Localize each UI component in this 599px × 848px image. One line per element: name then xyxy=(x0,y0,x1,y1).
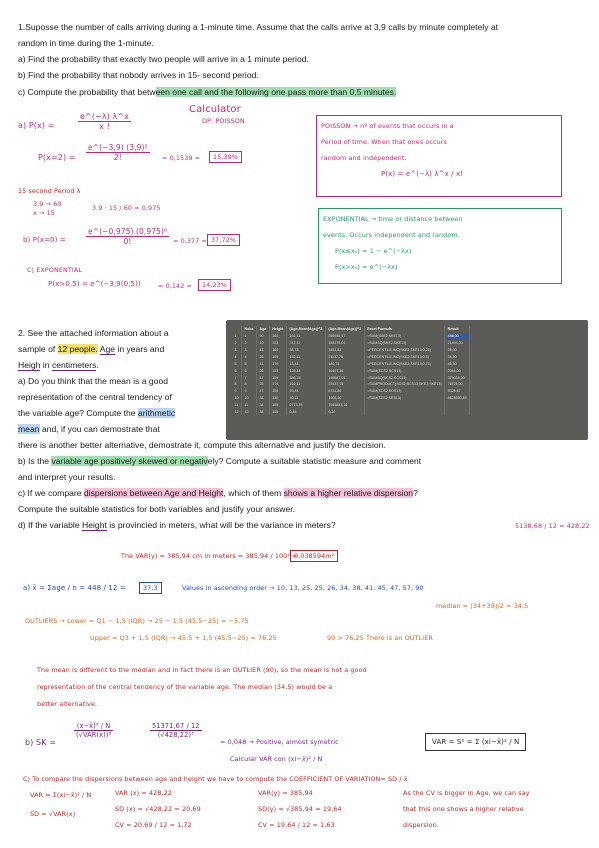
spreadsheet-cell: =PERCENTILE.INC(SKE2:SKE13;0,5) xyxy=(364,354,444,361)
spreadsheet-row xyxy=(232,388,470,395)
q2-line-11-b: , which of them xyxy=(223,488,284,498)
q2c-intro: C) To compare the dispersions between age and height we have to compute the COEFFICIENT OF VARIATION= SD / x̄ xyxy=(23,775,408,783)
spreadsheet-cell: 90 xyxy=(256,333,269,340)
spreadsheet-cell: 2044,00 xyxy=(445,367,470,374)
spreadsheet-cell: 23137,75 xyxy=(325,381,364,388)
spreadsheet-cell: 185 xyxy=(269,402,286,409)
q1b-proportion-1: 3,9 → 60 xyxy=(33,200,62,208)
q2a-outliers-upper: Upper = Q3 + 1,5 (IQR) → 45,5 + 1,5 (45,5−25) = 76,25 xyxy=(90,634,277,642)
q2c-sd-def: SD = √VAR(x) xyxy=(30,810,76,818)
spreadsheet-cell: 16497,36 xyxy=(325,367,364,374)
q2-line-7 xyxy=(18,424,160,434)
q1a-calc-lhs: P(x=2) = xyxy=(38,153,76,162)
spreadsheet-cell: 165 xyxy=(269,354,286,361)
spreadsheet-cell: =SUM(SDS2:SDS13) xyxy=(364,388,444,395)
spreadsheet-cell: 41 xyxy=(256,360,269,367)
q1a-calc-den: 2! xyxy=(113,153,122,162)
q1a-formula-den: x ! xyxy=(99,122,110,131)
q2d-result: 0,038594m² xyxy=(290,550,338,562)
spreadsheet-cell: 155 xyxy=(269,409,286,416)
q2-cm-word: centimeters xyxy=(51,360,97,370)
spreadsheet-cell: 153 xyxy=(269,367,286,374)
exponential-line-3: P(x≤x₀) = 1 − e^(−λx) xyxy=(335,247,412,255)
q2c-height-var: VAR(y) = 385,94 xyxy=(258,789,313,797)
q2b-sk-calc-den: (√428,22)³ xyxy=(157,731,194,739)
poisson-line-1: POISSON → nº of events that occurs in a xyxy=(321,122,454,130)
q2b-sk-num: (x−x̄)³ / N xyxy=(74,722,113,731)
spreadsheet-cell: 5328,67 xyxy=(445,388,470,395)
calculator-subtitle: DP: POISSON xyxy=(202,117,245,125)
q2c-var-def: VAR = Σ(xi−x̄)² / N xyxy=(30,791,92,799)
q1b-lhs: b) P(x=0) = xyxy=(23,236,66,244)
spreadsheet-cell: 152,11 xyxy=(286,354,325,361)
q2b-sk-formula xyxy=(74,722,113,739)
q2c-height-sd: SD(y) = √385,94 = 19,64 xyxy=(258,805,342,813)
spreadsheet-cell: 57 xyxy=(256,374,269,381)
q1b-num: e^(−0,975) (0,975)⁰ xyxy=(88,227,168,236)
q2-line-11 xyxy=(18,488,418,498)
spreadsheet-cell: 25 xyxy=(256,381,269,388)
q1b-period-label: 15 second Period λ xyxy=(18,187,81,195)
q2-skew-highlight: variable age positively skewed or negativ xyxy=(51,456,208,466)
spreadsheet-cell: 40,11 xyxy=(286,395,325,402)
q2-height-word: Heigh xyxy=(18,360,41,370)
q2b-var-note: Calcular VAR con (xi−x̄)² / N xyxy=(230,755,323,763)
q2a-outliers-lower: OUTLIERS → Lower = Q1 − 1,5 (IQR) → 25 − 1,5 (45,5−25) = −5,75 xyxy=(25,617,249,625)
q2c-age-cv: CV = 20,69 / 12 = 1,72 xyxy=(115,821,192,829)
q1a-result: 15,39% xyxy=(209,151,242,163)
q2-line-9-b: ely? Compute a suitable statistic measure and comment xyxy=(207,456,422,466)
q2-arithmetic-word: arithmetic xyxy=(137,408,176,418)
spreadsheet-cell: 38 xyxy=(256,395,269,402)
q2b-sk-calc-num: 51371,67 / 12 xyxy=(152,722,200,730)
spreadsheet-row xyxy=(232,402,470,409)
spreadsheet-cell: 8 xyxy=(232,381,242,388)
q1-part-c-highlight: een one call and the following one pass more than 0,5 minutes. xyxy=(155,87,397,97)
spreadsheet-cell: 160 xyxy=(269,333,286,340)
spreadsheet-cell: 6 xyxy=(232,367,242,374)
spreadsheet-cell: =SUMSQ(SCS2:SCS13) xyxy=(364,374,444,381)
q1a-label: a) P(x) = xyxy=(18,121,55,130)
spreadsheet-cell: 0,20 xyxy=(325,409,364,416)
spreadsheet-cell: 3 xyxy=(232,347,242,354)
spreadsheet-cell: 7 xyxy=(232,374,242,381)
q2-line-4: a) Do you think that the mean is a good xyxy=(18,376,169,386)
spreadsheet-cell: 58,78 xyxy=(286,347,325,354)
exponential-line-2: events. Occurs independent and random. xyxy=(323,231,460,239)
spreadsheet-cell: =PERCENTILE.INC(SKE2:SKE13;0,75) xyxy=(364,360,444,367)
spreadsheet-row xyxy=(232,340,470,347)
spreadsheet-cell: 45,50 xyxy=(445,360,470,367)
spreadsheet-cell: 26 xyxy=(256,367,269,374)
q2-sample-size: 12 people. xyxy=(57,344,98,354)
spreadsheet-cell: 130 xyxy=(269,395,286,402)
q2-line-6 xyxy=(18,408,175,418)
spreadsheet-cell: 10 xyxy=(232,395,242,402)
spreadsheet-cell: 13,44 xyxy=(286,360,325,367)
q1b-result: 37,72% xyxy=(207,234,240,246)
calculator-title: Calculator xyxy=(189,104,241,115)
spreadsheet-cell: 4 xyxy=(242,354,257,361)
exponential-definition-box xyxy=(318,208,562,284)
q1c-eq: = 0,142 = xyxy=(158,282,192,290)
q2b-sk-calc xyxy=(150,722,202,739)
spreadsheet-row xyxy=(232,333,470,340)
spreadsheet-cell: 379034,00 xyxy=(445,374,470,381)
poisson-line-3: random and independent. xyxy=(321,154,407,162)
q1c-result: 14,23% xyxy=(198,279,231,291)
spreadsheet-cell xyxy=(445,409,470,416)
spreadsheet-cell: 3454,81 xyxy=(325,347,364,354)
spreadsheet-cell: =PERCENTILE.INC(SKE2:SKE13;0,25) xyxy=(364,347,444,354)
q2-age-word: Age xyxy=(99,344,116,354)
col-header: (Age-Mean(Age))^3 xyxy=(286,326,325,333)
q1-part-c xyxy=(18,87,396,97)
spreadsheet-row xyxy=(232,360,470,367)
q2-height-ref: Height xyxy=(82,520,107,530)
spreadsheet-cell: 180,75 xyxy=(325,360,364,367)
spreadsheet-cell: =SUMPRODUCT(SCS2:SCS13;SKE2:SKE13) xyxy=(364,381,444,388)
col-header: Age xyxy=(256,326,269,333)
poisson-formula: P(x) = e^(−λ) λ^x / x! xyxy=(381,170,464,178)
spreadsheet-cell: 1 xyxy=(242,333,257,340)
spreadsheet-cell: 180 xyxy=(269,347,286,354)
spreadsheet-cell: 159 xyxy=(269,374,286,381)
spreadsheet-cell: 151,11 xyxy=(286,333,325,340)
spreadsheet-cell: 149587,01 xyxy=(325,374,364,381)
spreadsheet-cell: 174 xyxy=(269,381,286,388)
spreadsheet-cell: 747,11 xyxy=(286,340,325,347)
spreadsheet-cell: 34,50 xyxy=(445,354,470,361)
spreadsheet-cell: 2 xyxy=(232,340,242,347)
spreadsheet-row xyxy=(232,354,470,361)
q1c-calc: P(x>0,5) = e^(−3,9(0,5)) xyxy=(48,280,141,288)
q2d-side-note: 5138,68 / 12 = 428,22 xyxy=(515,522,590,530)
spreadsheet-cell: 21494,00 xyxy=(445,340,470,347)
spreadsheet-row xyxy=(232,381,470,388)
q2a-sorted-values: Values in ascending order → 10, 13, 25, 25, 26, 34, 38, 41, 45, 47, 57, 90 xyxy=(182,584,424,592)
spreadsheet-cell: 9 xyxy=(232,388,242,395)
spreadsheet-cell: 152,11 xyxy=(286,381,325,388)
q1b-eq: = 0,377 = xyxy=(173,237,207,245)
spreadsheet-cell: 448,00 xyxy=(445,333,470,340)
q2d-answer: The VAR(y) = 385,94 cm in meters = 385,94 / 100² = xyxy=(121,552,298,560)
spreadsheet-cell: =SUM(SES2:SES13) xyxy=(364,395,444,402)
spreadsheet-header-row xyxy=(232,326,470,333)
spreadsheet-cell: 5 xyxy=(242,360,257,367)
spreadsheet-cell: 7 xyxy=(242,374,257,381)
q2a-conclusion-2: representation of the central tendency of the variable age. The median (34,5) would be a xyxy=(37,683,333,691)
q2c-conclusion-3: dispersion. xyxy=(403,821,439,829)
spreadsheet-cell: 11 xyxy=(242,402,257,409)
variance-definition-box: VAR = S² = Σ (xi−x̄)² / N xyxy=(425,733,526,751)
spreadsheet-cell: 11 xyxy=(232,402,242,409)
q2c-conclusion-2: that this one shows a higher relative xyxy=(403,805,524,813)
spreadsheet-cell: 38 xyxy=(256,409,269,416)
spreadsheet-cell: 12 xyxy=(242,409,257,416)
q1b-proportion-calc: 3,9 · 15 / 60 = 0,975 xyxy=(92,204,161,212)
spreadsheet-row xyxy=(232,409,470,416)
q1a-calc-fraction xyxy=(86,143,150,162)
q1-intro-line-2: random in time during the 1-minute. xyxy=(18,38,154,48)
q1c-label: C) EXPONENTIAL xyxy=(27,266,83,274)
spreadsheet-cell: 93,44 xyxy=(286,388,325,395)
spreadsheet-table xyxy=(232,326,470,415)
spreadsheet-cell: 0,44 xyxy=(286,409,325,416)
q2c-conclusion-1: As the CV is bigger in Age, we can say xyxy=(403,789,530,797)
q2c-age-sd: SD (x) = √428,22 = 20,69 xyxy=(115,805,201,813)
spreadsheet-cell: 25,00 xyxy=(445,347,470,354)
q2-dispersion-highlight: dispersions between Age and Height xyxy=(83,488,224,498)
spreadsheet-cell: 4 xyxy=(232,354,242,361)
q2-line-11-a: c) If we compare xyxy=(18,488,84,498)
spreadsheet-cell: =SUM(SKE2:SKE13) xyxy=(364,333,444,340)
spreadsheet-photo xyxy=(226,320,588,440)
q2-line-3-d: . xyxy=(96,360,99,370)
q1a-formula-num: e^(−λ) λ^x xyxy=(80,112,130,121)
spreadsheet-cell: 158175,01 xyxy=(325,340,364,347)
q1-part-b: b) Find the probability that nobody arrives in 15- second period. xyxy=(18,70,259,80)
spreadsheet-cell: 3 xyxy=(242,347,257,354)
q2-line-13 xyxy=(18,520,336,530)
poisson-definition-box xyxy=(316,115,562,197)
q2-relative-dispersion-highlight: shows a higher relative dispersion xyxy=(283,488,414,498)
q2-mean-word: mean xyxy=(18,424,40,434)
q2-line-1: 2. See the attached information about a xyxy=(18,328,169,338)
spreadsheet-cell xyxy=(364,402,444,409)
q2a-mean-result: 37,3 xyxy=(139,582,162,594)
q2-line-6-a: the variable age? Compute the xyxy=(18,408,138,418)
col-header: Excel Formula xyxy=(364,326,444,333)
spreadsheet-cell: 256935,17 xyxy=(325,333,364,340)
q2-line-9-a: b) Is the xyxy=(18,456,52,466)
q2-line-11-c: ? xyxy=(413,488,418,498)
spreadsheet-cell xyxy=(364,409,444,416)
q1b-proportion-2: x → 15 xyxy=(33,209,55,217)
spreadsheet-cell: 7693843,16 xyxy=(325,402,364,409)
spreadsheet-cell: 9 xyxy=(242,388,257,395)
spreadsheet-cell: 386,78 xyxy=(286,374,325,381)
q2-line-8: there is another better alternative, demostrate it, compute this alternative and justify the decision. xyxy=(18,440,386,450)
q2-line-2-c: in years and xyxy=(115,344,165,354)
spreadsheet-cell: 158 xyxy=(269,388,286,395)
q2-line-13-a: d) If the variable xyxy=(18,520,83,530)
spreadsheet-cell: 153 xyxy=(269,340,286,347)
spreadsheet-cell: 10 xyxy=(242,395,257,402)
spreadsheet-cell: 12 xyxy=(232,409,242,416)
q2-line-12: Compute the suitable statistics for both variables and justify your answer. xyxy=(18,504,296,514)
q2-line-3 xyxy=(18,360,99,370)
q2-line-5: representation of the central tendency of xyxy=(18,392,172,402)
spreadsheet-cell xyxy=(445,402,470,409)
spreadsheet-cell: =SUM(SCS2:SCS13) xyxy=(364,367,444,374)
q1b-den: 0! xyxy=(123,237,132,246)
spreadsheet-cell: 8828590,89 xyxy=(445,395,470,402)
q2a-median-note: median = (34+38)/2 = 34,5 xyxy=(436,602,529,610)
spreadsheet-cell: 34 xyxy=(256,402,269,409)
spreadsheet-cell: 1 xyxy=(232,333,242,340)
q2-line-2 xyxy=(18,344,164,354)
col-header xyxy=(232,326,242,333)
q2-line-2-a: sample of xyxy=(18,344,58,354)
col-header: Height xyxy=(269,326,286,333)
q1a-calc-num: e^(−3,9) (3,9)² xyxy=(88,143,148,152)
q1-part-a: a) Find the probability that exactly two people will arrive in a 1 minute period. xyxy=(18,54,309,64)
q2b-sk-result: = 0,048 → Positive, almost symetric xyxy=(220,738,339,746)
q2-line-7-b: and, if you can demostrate that xyxy=(39,424,160,434)
spreadsheet-row xyxy=(232,347,470,354)
q2-line-3-b: in xyxy=(40,360,52,370)
q1a-formula xyxy=(78,112,131,131)
spreadsheet-cell: 6 xyxy=(242,367,257,374)
spreadsheet-cell: 76721,00 xyxy=(445,381,470,388)
q2-line-13-b: is provincied in meters, what will be the variance in meters? xyxy=(106,520,336,530)
spreadsheet-cell: 8 xyxy=(242,381,257,388)
poisson-line-2: Period of time. When that ones occurs xyxy=(321,138,447,146)
exponential-line-1: EXPONENTIAL → time or distance between xyxy=(323,215,463,223)
q1b-fraction xyxy=(86,227,169,246)
spreadsheet-cell: 21137,75 xyxy=(325,354,364,361)
q2c-height-cv: CV = 19,64 / 12 = 1,63 xyxy=(258,821,335,829)
spreadsheet-cell: 128,44 xyxy=(286,367,325,374)
col-header: (Age-Mean(Age))^2 xyxy=(325,326,364,333)
q1-part-c-start: c) Compute the probability that betw xyxy=(18,87,156,97)
spreadsheet-cell: 1608,90 xyxy=(325,395,364,402)
spreadsheet-cell: 8731,86 xyxy=(325,388,364,395)
spreadsheet-cell: 25 xyxy=(256,354,269,361)
spreadsheet-cell: 45 xyxy=(256,347,269,354)
q2-line-9 xyxy=(18,456,421,466)
spreadsheet-cell: 2773,78 xyxy=(286,402,325,409)
spreadsheet-cell: 170 xyxy=(269,360,286,367)
q2a-conclusion-1: The mean is different to the median and in fact there is an OUTLIER (90), so the mean is not a good xyxy=(37,666,367,674)
q2a-mean-calc: a) x̄ = Σage / n = 448 / 12 = xyxy=(23,584,126,592)
col-header: Nobs xyxy=(242,326,257,333)
q1a-calc-eq: = 0,1539 = xyxy=(162,154,201,162)
spreadsheet-row xyxy=(232,367,470,374)
spreadsheet-row xyxy=(232,395,470,402)
col-header: Result xyxy=(445,326,470,333)
q2c-age-var: VAR (x) = 428,22 xyxy=(115,789,172,797)
q2b-sk-label: b) SK = xyxy=(25,738,57,747)
spreadsheet-cell: 2 xyxy=(242,340,257,347)
spreadsheet-row xyxy=(232,374,470,381)
exponential-line-4: P(x>x₀) = e^(−λx) xyxy=(335,263,398,271)
q2a-outlier-verdict: 90 > 76,25 There is an OUTLIER xyxy=(327,634,433,642)
spreadsheet-cell: 47 xyxy=(256,388,269,395)
q2b-sk-den: (√VAR(x))³ xyxy=(76,731,112,739)
q2-line-10: and interpret your results. xyxy=(18,472,116,482)
spreadsheet-cell: 5 xyxy=(232,360,242,367)
q2a-conclusion-3: better alternative. xyxy=(37,700,98,708)
spreadsheet-cell: 10 xyxy=(256,340,269,347)
q1-intro-line-1: 1.Suposse the number of calls arriving during a 1-minute time. Assume that the calls arrive at 3,9 calls by minute completely at xyxy=(18,22,499,32)
spreadsheet-cell: =SUMSQ(SKE2:SKE13) xyxy=(364,340,444,347)
